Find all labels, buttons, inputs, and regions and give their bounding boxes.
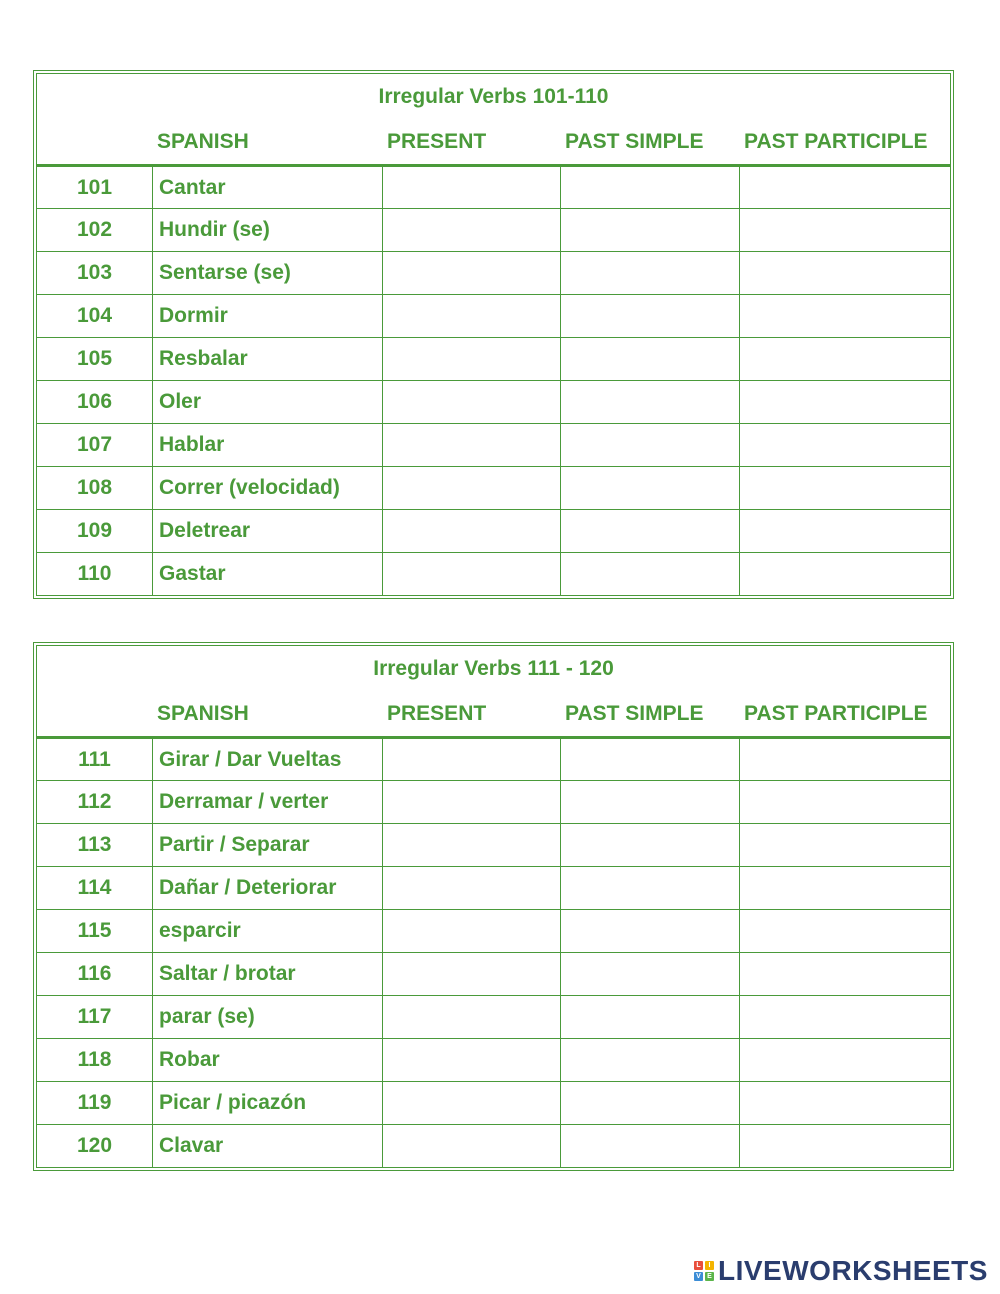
past-simple-input[interactable] bbox=[561, 1039, 739, 1081]
present-cell bbox=[382, 209, 560, 251]
past-simple-input[interactable] bbox=[561, 781, 739, 823]
logo-block: L bbox=[694, 1261, 703, 1270]
table-row bbox=[37, 509, 950, 552]
table-header bbox=[37, 74, 950, 165]
past-simple-input[interactable] bbox=[561, 739, 739, 780]
header-past-participle: PAST PARTICIPLE bbox=[744, 130, 928, 153]
table-title: Irregular Verbs 111 - 120 bbox=[373, 657, 614, 680]
past-simple-input[interactable] bbox=[561, 424, 739, 466]
past-simple-input[interactable] bbox=[561, 953, 739, 995]
verb-spanish: Sentarse (se) bbox=[152, 252, 382, 294]
past-participle-cell bbox=[739, 295, 950, 337]
present-input[interactable] bbox=[383, 739, 560, 780]
past-simple-cell bbox=[560, 167, 739, 208]
past-participle-cell bbox=[739, 381, 950, 423]
past-simple-input[interactable] bbox=[561, 996, 739, 1038]
past-simple-cell bbox=[560, 739, 739, 780]
verb-number: 113 bbox=[77, 833, 112, 856]
present-cell bbox=[382, 167, 560, 208]
past-participle-cell bbox=[739, 338, 950, 380]
present-cell bbox=[382, 867, 560, 909]
verb-spanish: Saltar / brotar bbox=[152, 953, 382, 995]
verb-number: 115 bbox=[77, 919, 112, 942]
logo-text: LIVEWORKSHEETS bbox=[718, 1255, 988, 1286]
verb-spanish: Hablar bbox=[152, 424, 382, 466]
verb-spanish: Cantar bbox=[152, 167, 382, 208]
verb-spanish: Hundir (se) bbox=[152, 209, 382, 251]
present-input[interactable] bbox=[383, 824, 560, 866]
table-row bbox=[37, 737, 950, 780]
past-participle-cell bbox=[739, 1039, 950, 1081]
present-input[interactable] bbox=[383, 781, 560, 823]
present-cell bbox=[382, 467, 560, 509]
verb-spanish: Gastar bbox=[152, 553, 382, 595]
header-past-participle: PAST PARTICIPLE bbox=[744, 702, 928, 725]
verb-spanish: Clavar bbox=[152, 1125, 382, 1167]
verb-number: 101 bbox=[76, 175, 113, 199]
logo-block: I bbox=[705, 1261, 714, 1270]
verb-spanish: Robar bbox=[152, 1039, 382, 1081]
past-participle-input[interactable] bbox=[740, 424, 950, 466]
past-participle-input[interactable] bbox=[740, 910, 950, 952]
table-row bbox=[37, 466, 950, 509]
logo-icon bbox=[694, 1261, 714, 1281]
past-participle-input[interactable] bbox=[740, 510, 950, 552]
past-simple-cell bbox=[560, 1039, 739, 1081]
verb-number: 103 bbox=[76, 261, 113, 284]
verb-number: 109 bbox=[76, 519, 113, 542]
table-row bbox=[37, 552, 950, 595]
verb-number: 119 bbox=[77, 1091, 112, 1114]
present-cell bbox=[382, 1039, 560, 1081]
present-input[interactable] bbox=[383, 467, 560, 509]
verbs-table-1 bbox=[33, 70, 954, 599]
past-simple-input[interactable] bbox=[561, 295, 739, 337]
present-cell bbox=[382, 510, 560, 552]
past-participle-input[interactable] bbox=[740, 467, 950, 509]
past-simple-cell bbox=[560, 1125, 739, 1167]
present-input[interactable] bbox=[383, 953, 560, 995]
present-input[interactable] bbox=[383, 510, 560, 552]
table-header bbox=[37, 646, 950, 737]
past-participle-input[interactable] bbox=[740, 1039, 950, 1081]
verb-number: 118 bbox=[77, 1048, 112, 1071]
present-cell bbox=[382, 824, 560, 866]
header-past-simple: PAST SIMPLE bbox=[565, 130, 704, 153]
past-participle-input[interactable] bbox=[740, 252, 950, 294]
verb-spanish: parar (se) bbox=[152, 996, 382, 1038]
table-row bbox=[37, 1124, 950, 1167]
verb-spanish: Dormir bbox=[152, 295, 382, 337]
past-participle-input[interactable] bbox=[740, 381, 950, 423]
past-participle-cell bbox=[739, 510, 950, 552]
past-participle-input[interactable] bbox=[740, 781, 950, 823]
past-participle-cell bbox=[739, 467, 950, 509]
past-participle-input[interactable] bbox=[740, 1082, 950, 1124]
present-input[interactable] bbox=[383, 1082, 560, 1124]
past-participle-cell bbox=[739, 739, 950, 780]
present-cell bbox=[382, 424, 560, 466]
verb-spanish: Partir / Separar bbox=[152, 824, 382, 866]
header-spanish: SPANISH bbox=[157, 702, 249, 725]
past-simple-input[interactable] bbox=[561, 553, 739, 595]
past-participle-input[interactable] bbox=[740, 553, 950, 595]
verb-number: 102 bbox=[76, 218, 113, 241]
table-title: Irregular Verbs 101-110 bbox=[378, 85, 609, 108]
logo-block: V bbox=[694, 1272, 703, 1281]
past-participle-input[interactable] bbox=[740, 167, 950, 208]
present-input[interactable] bbox=[383, 167, 560, 208]
present-input[interactable] bbox=[383, 1039, 560, 1081]
past-simple-cell bbox=[560, 424, 739, 466]
verb-number: 114 bbox=[77, 876, 112, 899]
past-simple-input[interactable] bbox=[561, 824, 739, 866]
present-cell bbox=[382, 295, 560, 337]
table-row bbox=[37, 423, 950, 466]
past-simple-input[interactable] bbox=[561, 338, 739, 380]
header-present: PRESENT bbox=[387, 130, 487, 153]
past-participle-cell bbox=[739, 252, 950, 294]
table-row bbox=[37, 1081, 950, 1124]
past-participle-input[interactable] bbox=[740, 824, 950, 866]
past-participle-cell bbox=[739, 209, 950, 251]
table-row bbox=[37, 294, 950, 337]
present-input[interactable] bbox=[383, 996, 560, 1038]
past-simple-input[interactable] bbox=[561, 1125, 739, 1167]
present-input[interactable] bbox=[383, 338, 560, 380]
present-input[interactable] bbox=[383, 424, 560, 466]
verb-spanish: Girar / Dar Vueltas bbox=[152, 739, 382, 780]
past-participle-input[interactable] bbox=[740, 739, 950, 780]
present-input[interactable] bbox=[383, 209, 560, 251]
past-simple-cell bbox=[560, 209, 739, 251]
past-simple-cell bbox=[560, 781, 739, 823]
table-row bbox=[37, 823, 950, 866]
verb-number: 111 bbox=[78, 747, 111, 771]
table-row bbox=[37, 1038, 950, 1081]
past-simple-cell bbox=[560, 996, 739, 1038]
present-input[interactable] bbox=[383, 381, 560, 423]
logo-block: E bbox=[705, 1272, 714, 1281]
past-simple-input[interactable] bbox=[561, 467, 739, 509]
present-cell bbox=[382, 1082, 560, 1124]
past-participle-cell bbox=[739, 424, 950, 466]
past-simple-cell bbox=[560, 510, 739, 552]
verbs-table-2 bbox=[33, 642, 954, 1171]
present-input[interactable] bbox=[383, 295, 560, 337]
table-row bbox=[37, 337, 950, 380]
verb-number: 112 bbox=[77, 790, 112, 813]
verb-spanish: Dañar / Deteriorar bbox=[152, 867, 382, 909]
verb-spanish: Correr (velocidad) bbox=[152, 467, 382, 509]
past-participle-input[interactable] bbox=[740, 867, 950, 909]
verb-spanish: Oler bbox=[152, 381, 382, 423]
table-row bbox=[37, 165, 950, 208]
present-cell bbox=[382, 252, 560, 294]
header-spanish: SPANISH bbox=[157, 130, 249, 153]
verb-spanish: Derramar / verter bbox=[152, 781, 382, 823]
verb-spanish: Resbalar bbox=[152, 338, 382, 380]
present-cell bbox=[382, 381, 560, 423]
verb-spanish: Picar / picazón bbox=[152, 1082, 382, 1124]
past-simple-cell bbox=[560, 252, 739, 294]
past-simple-input[interactable] bbox=[561, 510, 739, 552]
present-input[interactable] bbox=[383, 910, 560, 952]
table-row bbox=[37, 952, 950, 995]
past-participle-cell bbox=[739, 824, 950, 866]
past-simple-input[interactable] bbox=[561, 381, 739, 423]
present-cell bbox=[382, 338, 560, 380]
past-participle-cell bbox=[739, 1125, 950, 1167]
past-participle-input[interactable] bbox=[740, 996, 950, 1038]
past-simple-cell bbox=[560, 867, 739, 909]
present-cell bbox=[382, 953, 560, 995]
table-row bbox=[37, 780, 950, 823]
past-participle-cell bbox=[739, 867, 950, 909]
past-simple-cell bbox=[560, 824, 739, 866]
present-cell bbox=[382, 781, 560, 823]
table-row bbox=[37, 380, 950, 423]
verb-number: 120 bbox=[76, 1134, 113, 1157]
past-simple-input[interactable] bbox=[561, 209, 739, 251]
past-simple-input[interactable] bbox=[561, 910, 739, 952]
table-row bbox=[37, 866, 950, 909]
past-participle-cell bbox=[739, 1082, 950, 1124]
past-simple-cell bbox=[560, 553, 739, 595]
present-cell bbox=[382, 739, 560, 780]
present-cell bbox=[382, 1125, 560, 1167]
table-row bbox=[37, 995, 950, 1038]
past-participle-input[interactable] bbox=[740, 209, 950, 251]
table-row bbox=[37, 208, 950, 251]
past-participle-cell bbox=[739, 553, 950, 595]
verb-number: 104 bbox=[76, 304, 113, 327]
past-simple-cell bbox=[560, 467, 739, 509]
verb-number: 105 bbox=[76, 347, 113, 370]
verb-number: 107 bbox=[76, 433, 113, 456]
past-simple-cell bbox=[560, 910, 739, 952]
verb-number: 110 bbox=[77, 562, 112, 585]
header-past-simple: PAST SIMPLE bbox=[565, 702, 704, 725]
past-simple-input[interactable] bbox=[561, 167, 739, 208]
present-cell bbox=[382, 910, 560, 952]
past-simple-cell bbox=[560, 295, 739, 337]
present-input[interactable] bbox=[383, 1125, 560, 1167]
past-participle-input[interactable] bbox=[740, 1125, 950, 1167]
past-simple-cell bbox=[560, 338, 739, 380]
past-participle-cell bbox=[739, 996, 950, 1038]
past-participle-cell bbox=[739, 953, 950, 995]
past-participle-cell bbox=[739, 910, 950, 952]
past-simple-cell bbox=[560, 381, 739, 423]
past-participle-input[interactable] bbox=[740, 338, 950, 380]
past-simple-cell bbox=[560, 1082, 739, 1124]
verb-spanish: Deletrear bbox=[152, 510, 382, 552]
verb-spanish: esparcir bbox=[152, 910, 382, 952]
past-participle-input[interactable] bbox=[740, 953, 950, 995]
past-simple-input[interactable] bbox=[561, 1082, 739, 1124]
past-simple-input[interactable] bbox=[561, 867, 739, 909]
table-row bbox=[37, 909, 950, 952]
present-input[interactable] bbox=[383, 553, 560, 595]
verb-number: 108 bbox=[76, 476, 113, 499]
present-cell bbox=[382, 996, 560, 1038]
past-simple-cell bbox=[560, 953, 739, 995]
past-participle-input[interactable] bbox=[740, 295, 950, 337]
verb-number: 106 bbox=[76, 390, 113, 413]
verb-number: 116 bbox=[77, 962, 112, 985]
past-simple-input[interactable] bbox=[561, 252, 739, 294]
present-cell bbox=[382, 553, 560, 595]
liveworksheets-logo bbox=[694, 1255, 988, 1287]
present-input[interactable] bbox=[383, 252, 560, 294]
present-input[interactable] bbox=[383, 867, 560, 909]
past-participle-cell bbox=[739, 167, 950, 208]
table-row bbox=[37, 251, 950, 294]
past-participle-cell bbox=[739, 781, 950, 823]
verb-number: 117 bbox=[77, 1005, 112, 1028]
header-present: PRESENT bbox=[387, 702, 487, 725]
